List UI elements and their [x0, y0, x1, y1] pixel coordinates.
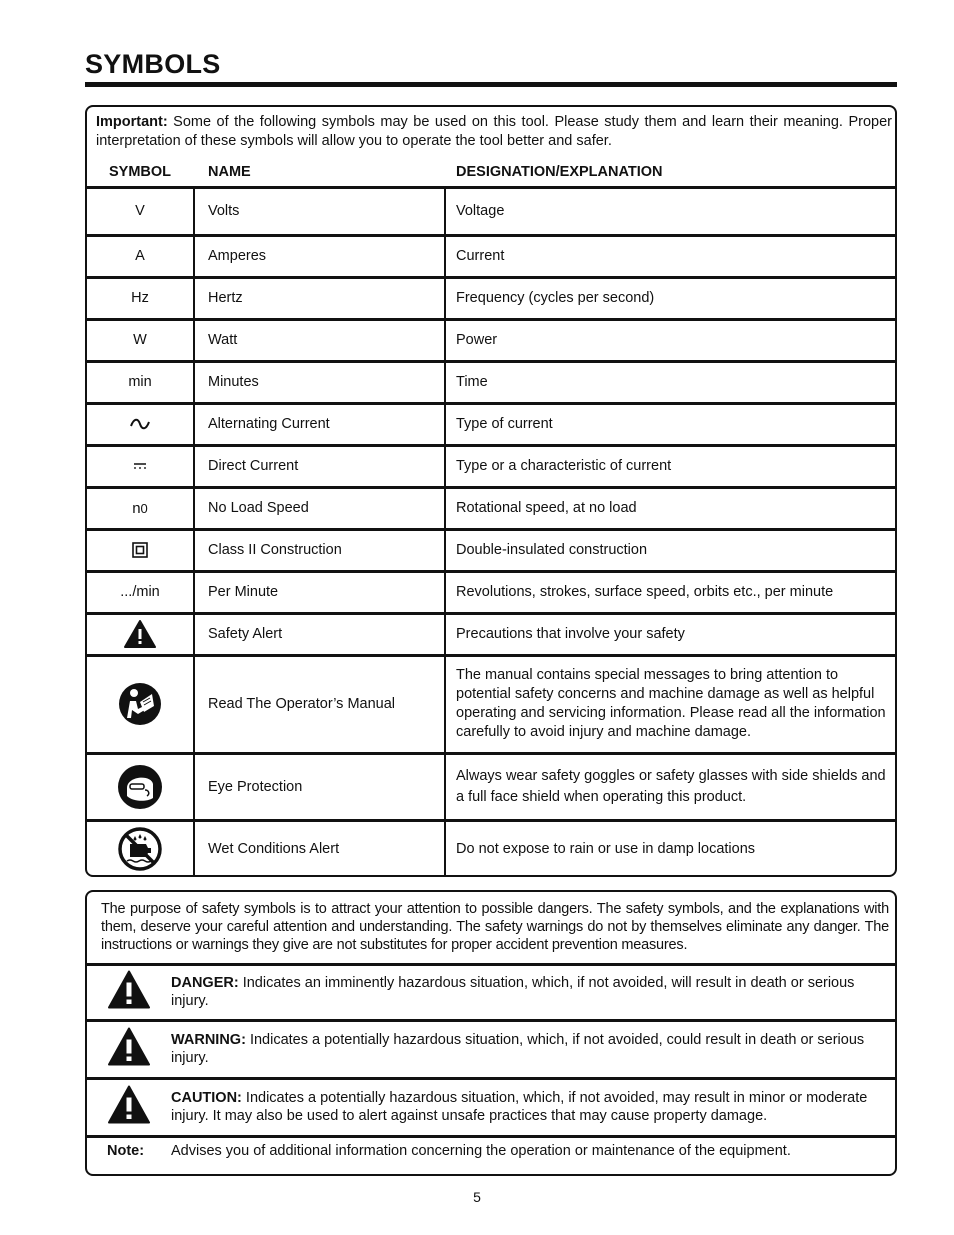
explanation-cell: The manual contains special messages to bring attention to potential safety concerns and machine damage as well as helpful operating and servicing information. Please read all the information carefully to avoid injury and machine damage.: [456, 667, 886, 740]
name-cell: Wet Conditions Alert: [208, 841, 340, 857]
intro-text: [96, 113, 892, 151]
explanation-cell: Always wear safety goggles or safety glasses with side shields and a full face shield when operating this product.: [456, 767, 886, 805]
eye-protection-icon: [117, 764, 163, 810]
purpose-text: The purpose of safety symbols is to attract your attention to possible dangers. The safety symbols, and the explanations with them, deserve your careful attention and understanding. The safety warnings do not by themselves eliminate any danger. The instructions or warnings they give are not substitutes for proper accident prevention measures.: [101, 901, 889, 953]
danger-row: [87, 965, 895, 1019]
caution-text: Indicates a potentially hazardous situation, which, if not avoided, may result in minor or moderate injury. It may also be used to alert against unsafe practices that may cause property damage.: [171, 1089, 868, 1124]
symbol-main: n: [132, 499, 141, 517]
intro-label: Important:: [96, 114, 168, 130]
symbol-cell: min: [128, 374, 152, 390]
table-row: [87, 189, 895, 233]
name-cell: Minutes: [208, 374, 259, 390]
explanation-cell: Do not expose to rain or use in damp locations: [456, 840, 756, 857]
page-title: SYMBOLS: [85, 49, 221, 79]
read-manual-icon: [118, 682, 162, 726]
caution-icon: [107, 1085, 151, 1125]
name-cell: Hertz: [208, 290, 243, 306]
explanation-cell: Type of current: [456, 415, 553, 432]
name-cell: Per Minute: [208, 584, 279, 600]
name-cell: Amperes: [208, 248, 267, 264]
name-cell: Safety Alert: [208, 626, 283, 642]
name-cell: No Load Speed: [208, 500, 309, 516]
table-row: [87, 320, 895, 360]
table-row: [87, 404, 895, 444]
table-row: [87, 821, 895, 877]
symbols-table-box: [85, 105, 897, 877]
class-ii-construction-icon: [132, 542, 148, 558]
explanation-cell: Double-insulated construction: [456, 541, 648, 558]
row-divider: [87, 1135, 895, 1138]
caution-label: CAUTION:: [171, 1089, 242, 1106]
explanation-cell: Precautions that involve your safety: [456, 625, 685, 642]
symbol-cell: V: [135, 203, 145, 219]
header-explanation: DESIGNATION/EXPLANATION: [456, 164, 663, 180]
symbol-cell: [87, 488, 193, 528]
warning-label: WARNING:: [171, 1031, 246, 1048]
symbol-cell: Hz: [131, 290, 149, 306]
alternating-current-icon: [129, 418, 151, 430]
direct-current-icon: [133, 462, 147, 470]
explanation-cell: Revolutions, strokes, surface speed, orbits etc., per minute: [456, 583, 834, 600]
symbol-cell: A: [135, 248, 145, 264]
table-row: [87, 236, 895, 276]
symbol-cell: W: [133, 332, 147, 348]
table-row: [87, 488, 895, 528]
danger-label: DANGER:: [171, 974, 239, 991]
name-cell: Volts: [208, 203, 240, 219]
wet-conditions-alert-icon: [118, 827, 162, 871]
table-row: [87, 754, 895, 819]
header-symbol: SYMBOL: [109, 164, 172, 180]
explanation-cell: Current: [456, 247, 505, 264]
explanation-cell: Rotational speed, at no load: [456, 499, 637, 516]
note-text: Advises you of additional information concerning the operation or maintenance of the equipment.: [171, 1143, 791, 1159]
page-number: 5: [473, 1189, 481, 1205]
explanation-cell: Type or a characteristic of current: [456, 457, 672, 474]
caution-row: [87, 1079, 895, 1135]
symbol-subscript: 0: [140, 500, 148, 516]
name-cell: Alternating Current: [208, 416, 330, 432]
explanation-cell: Frequency (cycles per second): [456, 289, 655, 306]
table-row: [87, 614, 895, 654]
warning-text: Indicates a potentially hazardous situation, which, if not avoided, could result in death or serious injury.: [171, 1031, 865, 1066]
intro-body: Some of the following symbols may be used on this tool. Please study them and learn their meaning. Proper interpretation of these symbols will allow you to operate the tool better and safer.: [96, 114, 892, 149]
name-cell: Eye Protection: [208, 778, 303, 795]
explanation-cell: Voltage: [456, 202, 505, 219]
name-cell: Watt: [208, 332, 238, 348]
header-name: NAME: [208, 164, 251, 180]
table-row: [87, 656, 895, 752]
danger-text: Indicates an imminently hazardous situation, which, if not avoided, will result in death or serious injury.: [171, 974, 855, 1009]
name-cell: Class II Construction: [208, 542, 342, 558]
title-rule: [85, 82, 897, 87]
signal-words-box: [85, 890, 897, 1176]
symbol-cell: .../min: [120, 584, 160, 600]
name-cell: Read The Operator’s Manual: [208, 696, 395, 712]
table-row: [87, 278, 895, 318]
danger-warning-icon: [107, 970, 151, 1010]
table-row: [87, 362, 895, 402]
warning-icon: [107, 1027, 151, 1067]
warning-row: [87, 1021, 895, 1077]
table-row: [87, 530, 895, 570]
safety-alert-icon: [123, 619, 157, 649]
table-row: [87, 572, 895, 612]
name-cell: Direct Current: [208, 458, 299, 474]
table-row: [87, 446, 895, 486]
note-label: Note:: [107, 1143, 145, 1159]
explanation-cell: Power: [456, 331, 498, 348]
explanation-cell: Time: [456, 373, 488, 390]
